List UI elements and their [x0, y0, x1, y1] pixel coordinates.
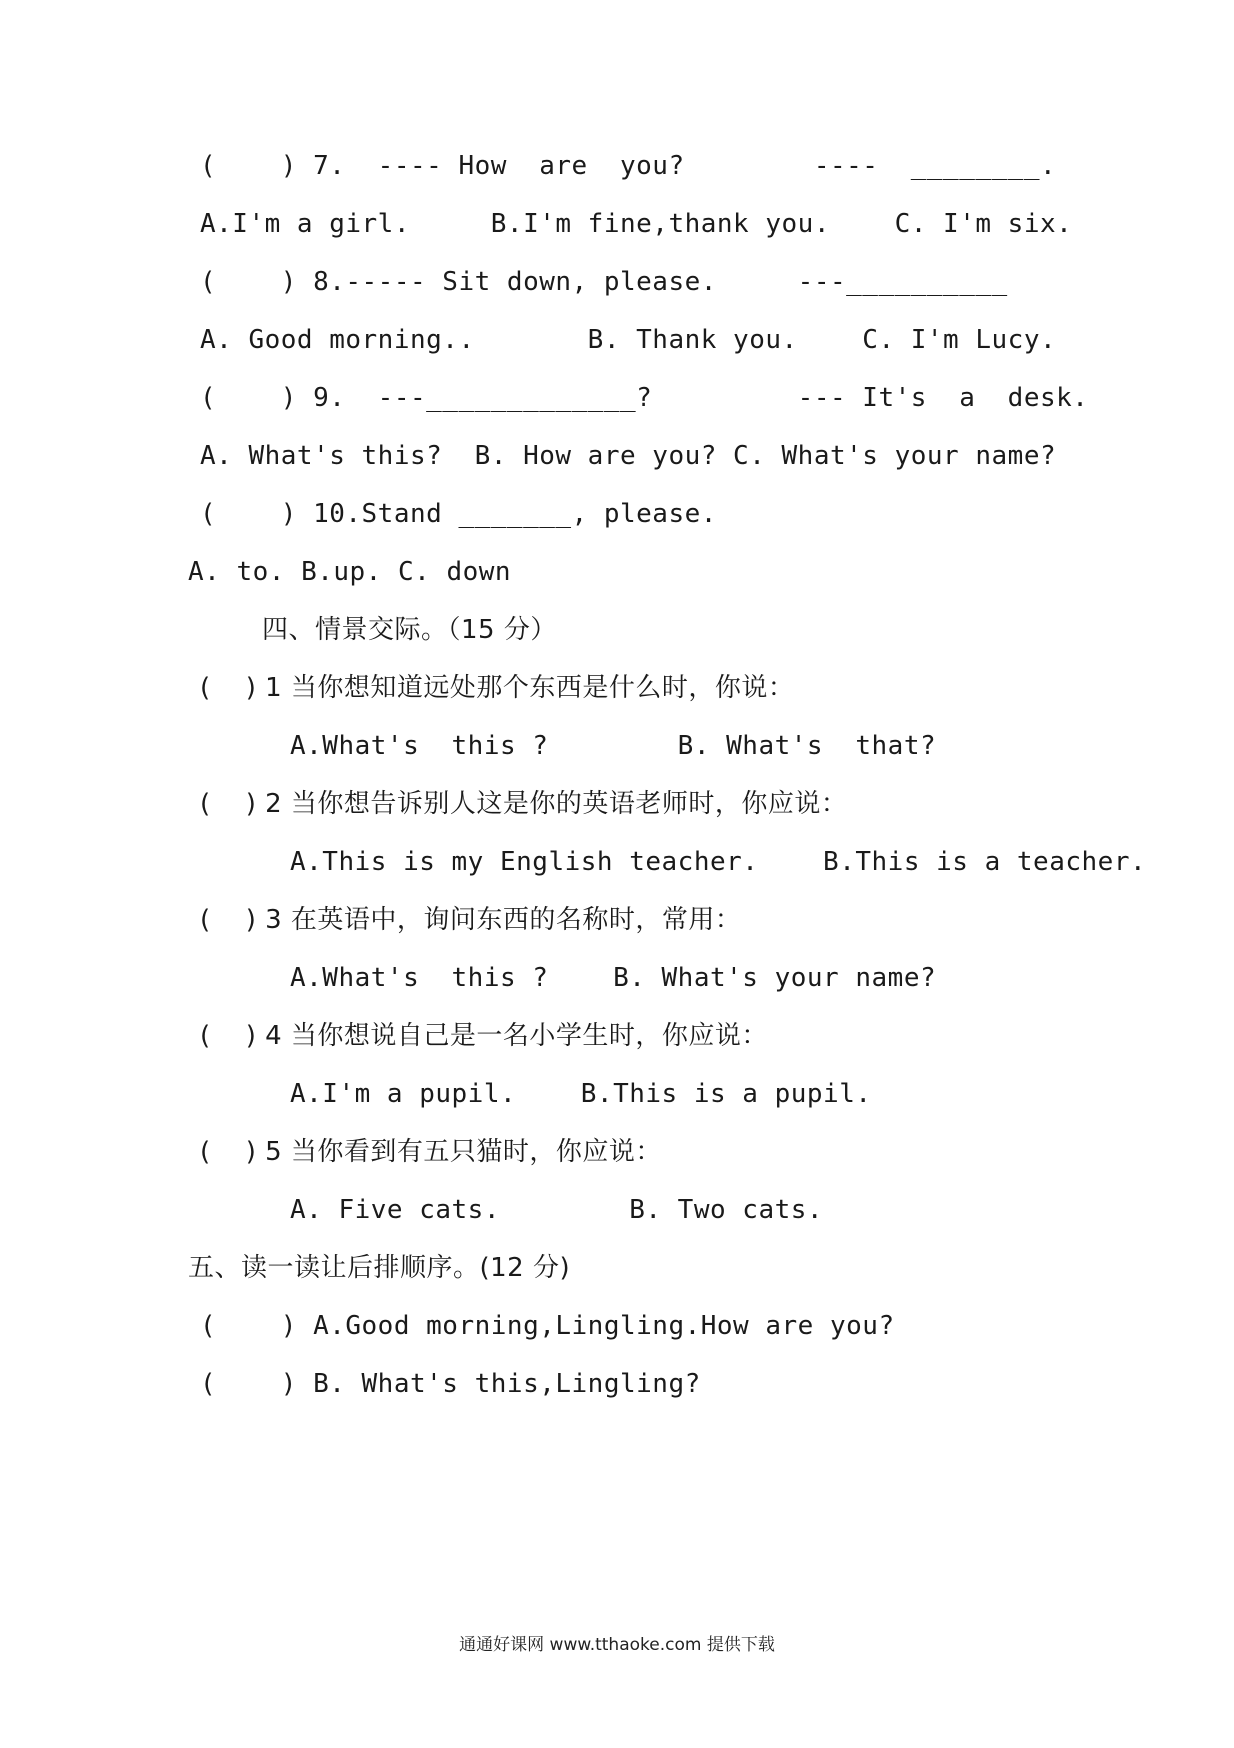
situation-4-options: A.I'm a pupil. B.This is a pupil. [290, 1079, 872, 1109]
question-10-options: A. to. B.up. C. down [188, 557, 512, 587]
situation-3-options: A.What's this ? B. What's your name? [290, 963, 937, 993]
order-item-a: ( ) A.Good morning,Lingling.How are you? [200, 1311, 895, 1341]
question-7-options: A.I'm a girl. B.I'm fine,thank you. C. I'm six. [200, 209, 1073, 239]
footer-source: 通通好课网 www.tthaoke.com 提供下载 [459, 1635, 775, 1655]
question-9-options: A. What's this? B. How are you? C. What's your name? [200, 441, 1057, 471]
section-5-title: 五、读一读让后排顺序。(12 分) [188, 1253, 571, 1283]
situation-1-options: A.What's this ? B. What's that? [290, 731, 937, 761]
question-7: ( ) 7. ---- How are you? ---- ________. [200, 151, 1057, 181]
situation-5: ( ) 5 当你看到有五只猫时，你应说： [200, 1137, 662, 1167]
question-10: ( ) 10.Stand _______, please. [200, 499, 717, 529]
situation-5-options: A. Five cats. B. Two cats. [290, 1195, 824, 1225]
situation-3: ( ) 3 在英语中，询问东西的名称时，常用： [200, 905, 742, 935]
situation-2: ( ) 2 当你想告诉别人这是你的英语老师时，你应说： [200, 789, 848, 819]
situation-4: ( ) 4 当你想说自己是一名小学生时，你应说： [200, 1021, 768, 1051]
section-4-title: 四、情景交际。（15 分） [262, 615, 557, 645]
question-8: ( ) 8.----- Sit down, please. ---__________ [200, 267, 1008, 297]
question-9: ( ) 9. ---_____________? --- It's a desk. [200, 383, 1089, 413]
order-item-b: ( ) B. What's this,Lingling? [200, 1369, 701, 1399]
situation-2-options: A.This is my English teacher. B.This is a teacher. [290, 847, 1147, 877]
situation-1: ( ) 1 当你想知道远处那个东西是什么时，你说： [200, 673, 795, 703]
question-8-options: A. Good morning.. B. Thank you. C. I'm Lucy. [200, 325, 1057, 355]
